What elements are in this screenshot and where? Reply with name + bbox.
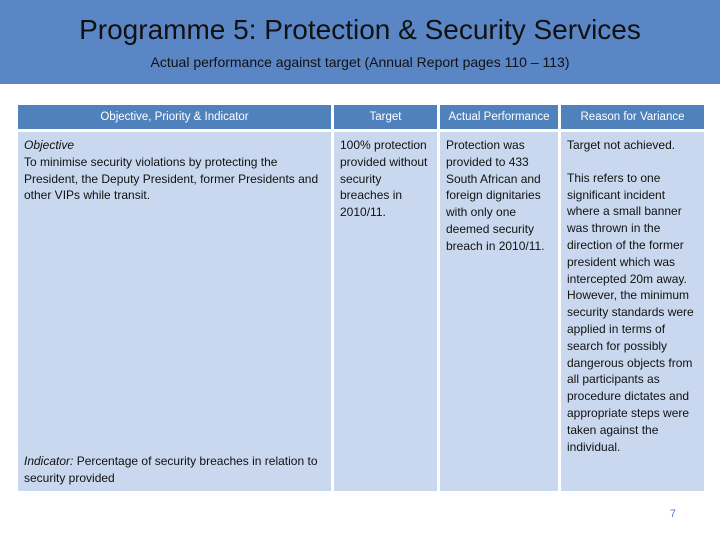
- actual-performance-cell: [440, 132, 558, 491]
- reason-for-variance-cell: [561, 132, 704, 491]
- column-header-target: Target: [334, 105, 437, 129]
- performance-table: [18, 105, 704, 491]
- target-cell: [334, 132, 437, 491]
- page-number: 7: [669, 508, 676, 520]
- reason-line-2: This refers to one significant incident where a small banner was thrown in the direction of the former president which was intercepted 20m away. However, the minimum security standards were applied in terms of search for possibly dangerous objects from all participants as procedure dictates and appropriate steps were taken against the individual.: [567, 170, 694, 454]
- slide-title: Programme 5: Protection & Security Services: [79, 14, 641, 45]
- objective-label: Objective: [24, 138, 75, 152]
- objective-text: To minimise security violations by protecting the President, the Deputy President, former Presidents and other VIPs while transit.: [24, 154, 319, 203]
- slide-header: [0, 0, 720, 84]
- target-text: 100% protection provided without security breaches in 2010/11.: [340, 138, 428, 220]
- reason-line-1: Target not achieved.: [567, 138, 676, 152]
- actual-performance-text: Protection was provided to 433 South African and foreign dignitaries with only one deemed security breach in 2010/11.: [446, 138, 545, 253]
- objective-cell: [18, 132, 331, 491]
- column-header-actual-performance: Actual Performance: [440, 105, 558, 129]
- indicator-label: Indicator:: [24, 454, 74, 469]
- indicator-text: Percentage of security breaches in relation to security provided: [24, 454, 318, 486]
- indicator-block: [24, 453, 324, 487]
- slide-subtitle: Actual performance against target (Annual Report pages 110 – 113): [150, 54, 570, 70]
- column-header-reason-for-variance: Reason for Variance: [561, 105, 704, 129]
- column-header-objective: Objective, Priority & Indicator: [18, 105, 331, 129]
